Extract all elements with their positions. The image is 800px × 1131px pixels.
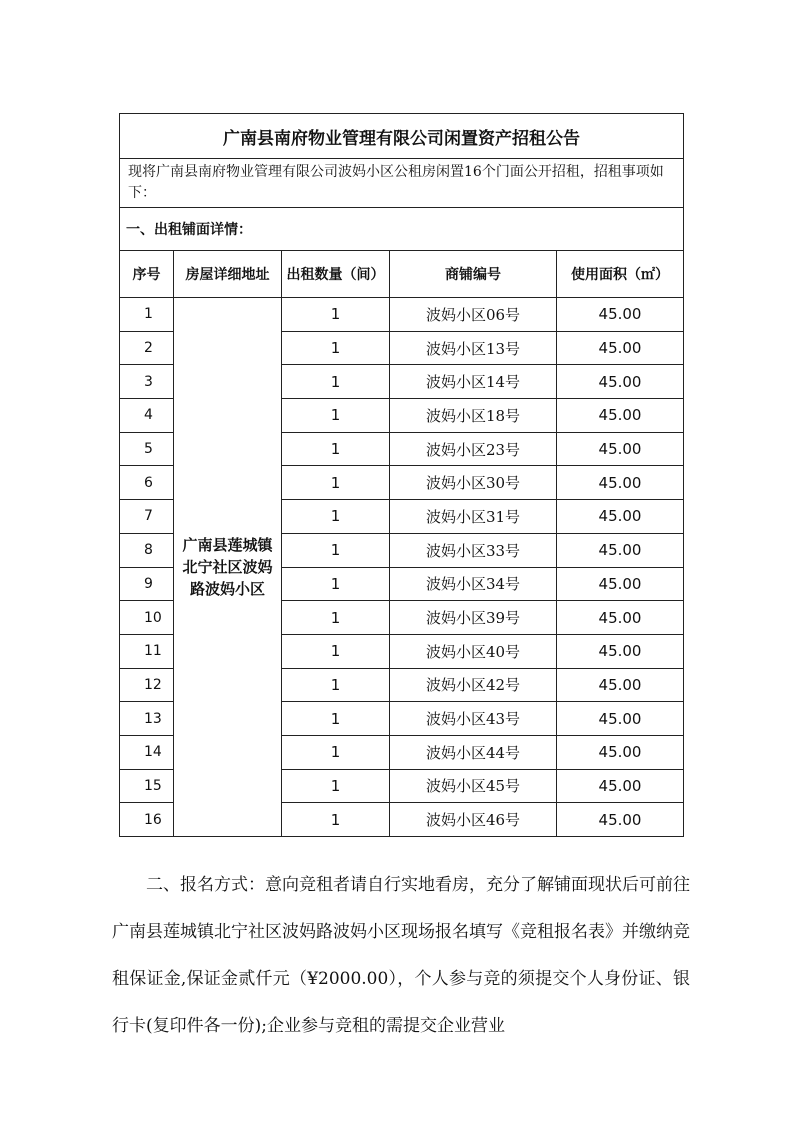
row-area: 45.00 <box>557 769 684 803</box>
rental-notice-table <box>119 113 684 837</box>
row-seq: 8 <box>120 533 174 567</box>
row-quantity: 1 <box>282 601 390 635</box>
row-shop-number: 波妈小区30号 <box>390 466 557 500</box>
section-2-paragraph <box>112 862 690 1050</box>
row-area: 45.00 <box>557 634 684 668</box>
row-seq: 11 <box>120 634 174 668</box>
row-seq: 16 <box>120 803 174 837</box>
row-seq: 1 <box>120 298 174 332</box>
row-seq: 12 <box>120 668 174 702</box>
row-seq: 2 <box>120 331 174 365</box>
row-area: 45.00 <box>557 500 684 534</box>
row-shop-number: 波妈小区31号 <box>390 500 557 534</box>
row-shop-number: 波妈小区23号 <box>390 432 557 466</box>
row-seq: 6 <box>120 466 174 500</box>
header-seq: 序号 <box>120 251 174 298</box>
row-seq: 5 <box>120 432 174 466</box>
row-area: 45.00 <box>557 432 684 466</box>
row-shop-number: 波妈小区33号 <box>390 533 557 567</box>
header-quantity: 出租数量（间） <box>282 251 390 298</box>
row-quantity: 1 <box>282 365 390 399</box>
row-quantity: 1 <box>282 668 390 702</box>
row-quantity: 1 <box>282 466 390 500</box>
notice-intro: 现将广南县南府物业管理有限公司波妈小区公租房闲置16个门面公开招租，招租事项如下： <box>120 159 684 208</box>
row-area: 45.00 <box>557 298 684 332</box>
section-2-text: 二、报名方式：意向竞租者请自行实地看房，充分了解铺面现状后可前往广南县莲城镇北宁社区波妈路波妈小区现场报名填写《竞租报名表》并缴纳竞租保证金,保证金贰仟元（¥2000.00），个人参与竞的须提交个人身份证、银行卡(复印件各一份);企业参与竞租的需提交企业营业 <box>112 875 690 1036</box>
table-body <box>120 298 684 837</box>
notice-title: 广南县南府物业管理有限公司闲置资产招租公告 <box>120 114 684 159</box>
row-shop-number: 波妈小区18号 <box>390 399 557 433</box>
row-area: 45.00 <box>557 803 684 837</box>
row-shop-number: 波妈小区42号 <box>390 668 557 702</box>
row-quantity: 1 <box>282 298 390 332</box>
row-seq: 14 <box>120 735 174 769</box>
row-quantity: 1 <box>282 634 390 668</box>
row-area: 45.00 <box>557 399 684 433</box>
row-area: 45.00 <box>557 466 684 500</box>
row-quantity: 1 <box>282 803 390 837</box>
row-shop-number: 波妈小区34号 <box>390 567 557 601</box>
row-seq: 7 <box>120 500 174 534</box>
header-shop-number: 商铺编号 <box>390 251 557 298</box>
row-quantity: 1 <box>282 500 390 534</box>
row-area: 45.00 <box>557 331 684 365</box>
row-seq: 10 <box>120 601 174 635</box>
row-shop-number: 波妈小区14号 <box>390 365 557 399</box>
row-area: 45.00 <box>557 567 684 601</box>
header-address: 房屋详细地址 <box>174 251 282 298</box>
row-shop-number: 波妈小区46号 <box>390 803 557 837</box>
row-area: 45.00 <box>557 365 684 399</box>
row-quantity: 1 <box>282 735 390 769</box>
row-area: 45.00 <box>557 533 684 567</box>
address-cell: 广南县莲城镇北宁社区波妈路波妈小区 <box>174 298 282 837</box>
row-shop-number: 波妈小区06号 <box>390 298 557 332</box>
row-shop-number: 波妈小区44号 <box>390 735 557 769</box>
row-shop-number: 波妈小区40号 <box>390 634 557 668</box>
row-seq: 3 <box>120 365 174 399</box>
table-row <box>120 298 684 332</box>
row-area: 45.00 <box>557 601 684 635</box>
row-quantity: 1 <box>282 432 390 466</box>
row-area: 45.00 <box>557 702 684 736</box>
row-quantity: 1 <box>282 399 390 433</box>
row-seq: 4 <box>120 399 174 433</box>
row-area: 45.00 <box>557 735 684 769</box>
row-seq: 9 <box>120 567 174 601</box>
row-shop-number: 波妈小区39号 <box>390 601 557 635</box>
row-seq: 15 <box>120 769 174 803</box>
row-quantity: 1 <box>282 331 390 365</box>
header-area: 使用面积（㎡） <box>557 251 684 298</box>
row-quantity: 1 <box>282 702 390 736</box>
table-header-row <box>120 251 684 298</box>
row-shop-number: 波妈小区13号 <box>390 331 557 365</box>
row-quantity: 1 <box>282 533 390 567</box>
row-shop-number: 波妈小区43号 <box>390 702 557 736</box>
row-quantity: 1 <box>282 567 390 601</box>
row-area: 45.00 <box>557 668 684 702</box>
section-1-heading: 一、出租铺面详情： <box>120 208 684 251</box>
row-shop-number: 波妈小区45号 <box>390 769 557 803</box>
row-quantity: 1 <box>282 769 390 803</box>
row-seq: 13 <box>120 702 174 736</box>
